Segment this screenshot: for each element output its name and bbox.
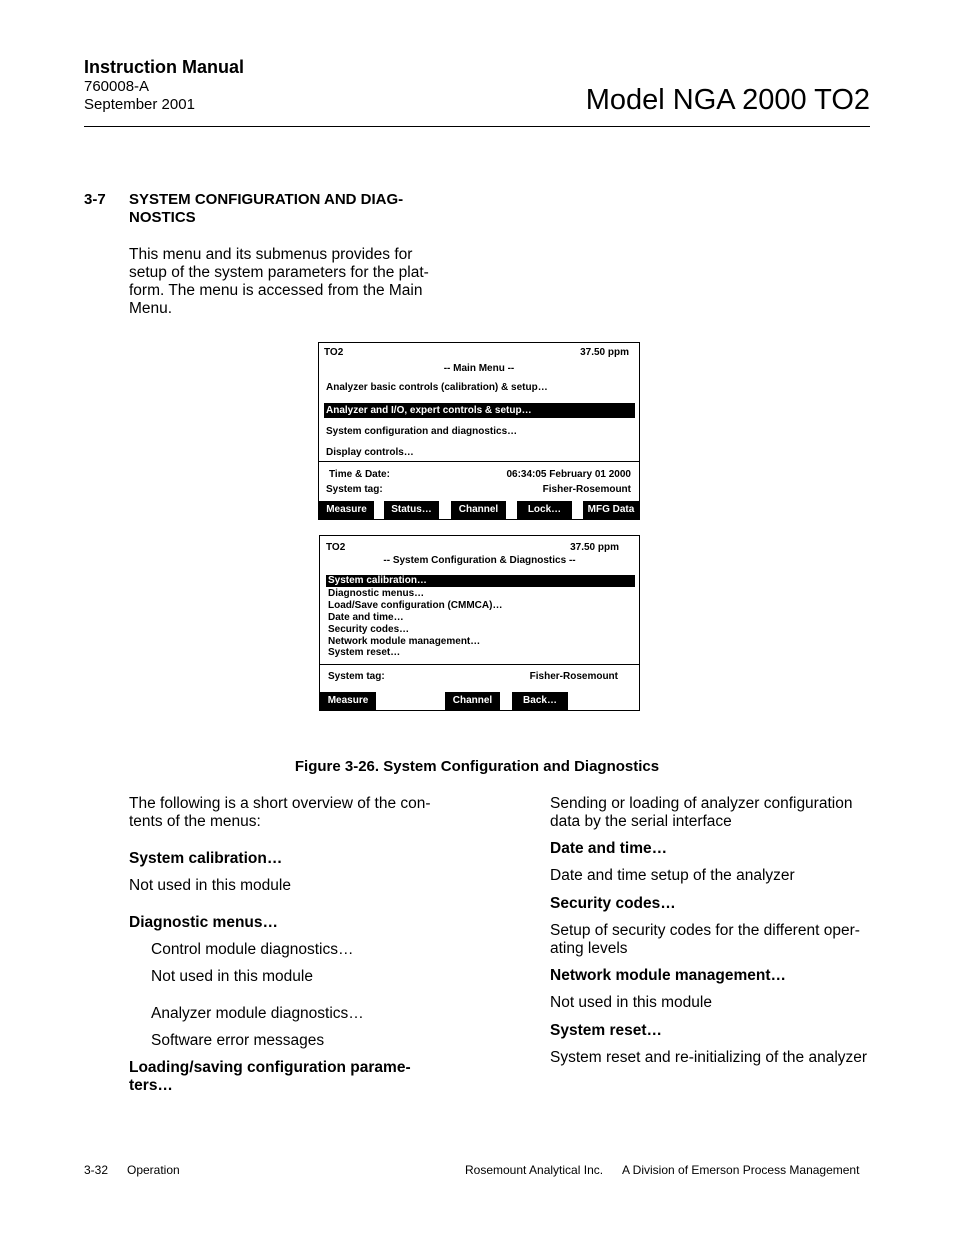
screen2-menu-title: -- System Configuration & Diagnostics --: [383, 555, 576, 566]
system-config-screen: [319, 535, 640, 711]
softkey-lock[interactable]: Lock…: [517, 501, 572, 519]
menu-item-security-codes[interactable]: Security codes…: [328, 624, 410, 635]
analyzer-module-text: Software error messages: [151, 1032, 325, 1049]
calibration-text: Not used in this module: [129, 877, 291, 894]
menu-item-network-module[interactable]: Network module management…: [328, 636, 481, 647]
screen2-divider: [320, 664, 639, 665]
softkey-channel[interactable]: Channel: [445, 692, 500, 710]
menu-item-basic-controls[interactable]: Analyzer basic controls (calibration) & setup…: [326, 382, 548, 393]
screen1-tag: TO2: [324, 347, 344, 358]
section-title-line1: SYSTEM CONFIGURATION AND DIAG-: [129, 191, 404, 208]
menu-item-expert-controls[interactable]: Analyzer and I/O, expert controls & setup…: [324, 403, 635, 418]
intro-line: form. The menu is accessed from the Main: [129, 282, 423, 299]
footer-company: Rosemount Analytical Inc.: [465, 1163, 604, 1177]
menu-item-display-controls[interactable]: Display controls…: [326, 447, 414, 458]
heading-date-time: Date and time…: [550, 840, 668, 857]
screen2-tag: TO2: [326, 542, 346, 553]
footer-division: A Division of Emerson Process Management: [622, 1163, 860, 1177]
system-tag-value: Fisher-Rosemount: [529, 671, 618, 682]
screen1-reading: 37.50 ppm: [580, 347, 629, 358]
heading-system-calibration: System calibration…: [129, 850, 283, 867]
menu-item-load-save[interactable]: Load/Save configuration (CMMCA)…: [328, 600, 503, 611]
doc-date: September 2001: [84, 96, 195, 113]
section-intro: [129, 246, 429, 318]
heading-network-module: Network module management…: [550, 967, 786, 984]
time-value: 06:34:05 February 01 2000: [506, 469, 631, 480]
reset-text: System reset and re-initializing of the analyzer: [550, 1049, 868, 1066]
figure-caption: Figure 3-26. System Configuration and Diagnostics: [294, 758, 660, 775]
softkey-measure[interactable]: Measure: [319, 501, 374, 519]
heading-line: ters…: [129, 1077, 173, 1094]
intro-line: Menu.: [129, 300, 173, 317]
doc-number: 760008-A: [84, 78, 150, 95]
heading-line: Loading/saving configuration parame-: [129, 1059, 411, 1076]
softkey-mfg-data[interactable]: MFG Data: [583, 501, 639, 519]
softkey-status[interactable]: Status…: [384, 501, 439, 519]
overview-line: tents of the menus:: [129, 813, 261, 830]
system-tag-label: System tag:: [328, 671, 385, 682]
manual-title: Instruction Manual: [84, 57, 245, 77]
overview-paragraph: [129, 795, 431, 831]
menu-item-system-config[interactable]: System configuration and diagnostics…: [326, 426, 518, 437]
heading-system-reset: System reset…: [550, 1022, 663, 1039]
heading-diagnostic-menus: Diagnostic menus…: [129, 914, 278, 931]
security-text: [550, 922, 860, 958]
date-time-text: Date and time setup of the analyzer: [550, 867, 795, 884]
load-description: [550, 795, 852, 831]
section-number: 3-7: [84, 191, 106, 208]
softkey-channel[interactable]: Channel: [451, 501, 506, 519]
control-module-diagnostics: Control module diagnostics…: [151, 941, 354, 958]
load-line: Sending or loading of analyzer configuration: [550, 795, 853, 812]
security-line: Setup of security codes for the different oper-: [550, 922, 860, 939]
softkey-measure[interactable]: Measure: [320, 692, 376, 710]
screen2-reading: 37.50 ppm: [570, 542, 619, 553]
intro-line: This menu and its submenus provides for: [129, 246, 413, 263]
menu-item-system-calibration[interactable]: System calibration…: [326, 575, 635, 587]
section-title-line2: NOSTICS: [129, 209, 196, 226]
menu-item-system-reset[interactable]: System reset…: [328, 647, 401, 658]
intro-line: setup of the system parameters for the plat-: [129, 264, 429, 281]
heading-security-codes: Security codes…: [550, 895, 676, 912]
time-label: Time & Date:: [329, 469, 390, 480]
menu-item-diagnostic-menus[interactable]: Diagnostic menus…: [328, 588, 425, 599]
footer-section: Operation: [127, 1163, 180, 1177]
security-line: ating levels: [550, 940, 628, 957]
control-module-text: Not used in this module: [151, 968, 313, 985]
section-title: [129, 191, 429, 227]
footer-page-number: 3-32: [84, 1163, 109, 1177]
softkey-back[interactable]: Back…: [512, 692, 568, 710]
analyzer-module-diagnostics: Analyzer module diagnostics…: [151, 1005, 364, 1022]
header-rule: [84, 126, 870, 127]
heading-loading-saving: [129, 1059, 411, 1095]
load-line: data by the serial interface: [550, 813, 732, 830]
menu-item-date-time[interactable]: Date and time…: [328, 612, 404, 623]
overview-line: The following is a short overview of the con-: [129, 795, 431, 812]
network-text: Not used in this module: [550, 994, 712, 1011]
system-tag-value: Fisher-Rosemount: [542, 484, 631, 495]
system-tag-label: System tag:: [326, 484, 383, 495]
screen1-menu-title: -- Main Menu --: [443, 363, 515, 374]
main-menu-screen: [318, 342, 640, 520]
screen1-divider: [319, 461, 639, 462]
model-title: Model NGA 2000 TO2: [585, 84, 870, 116]
